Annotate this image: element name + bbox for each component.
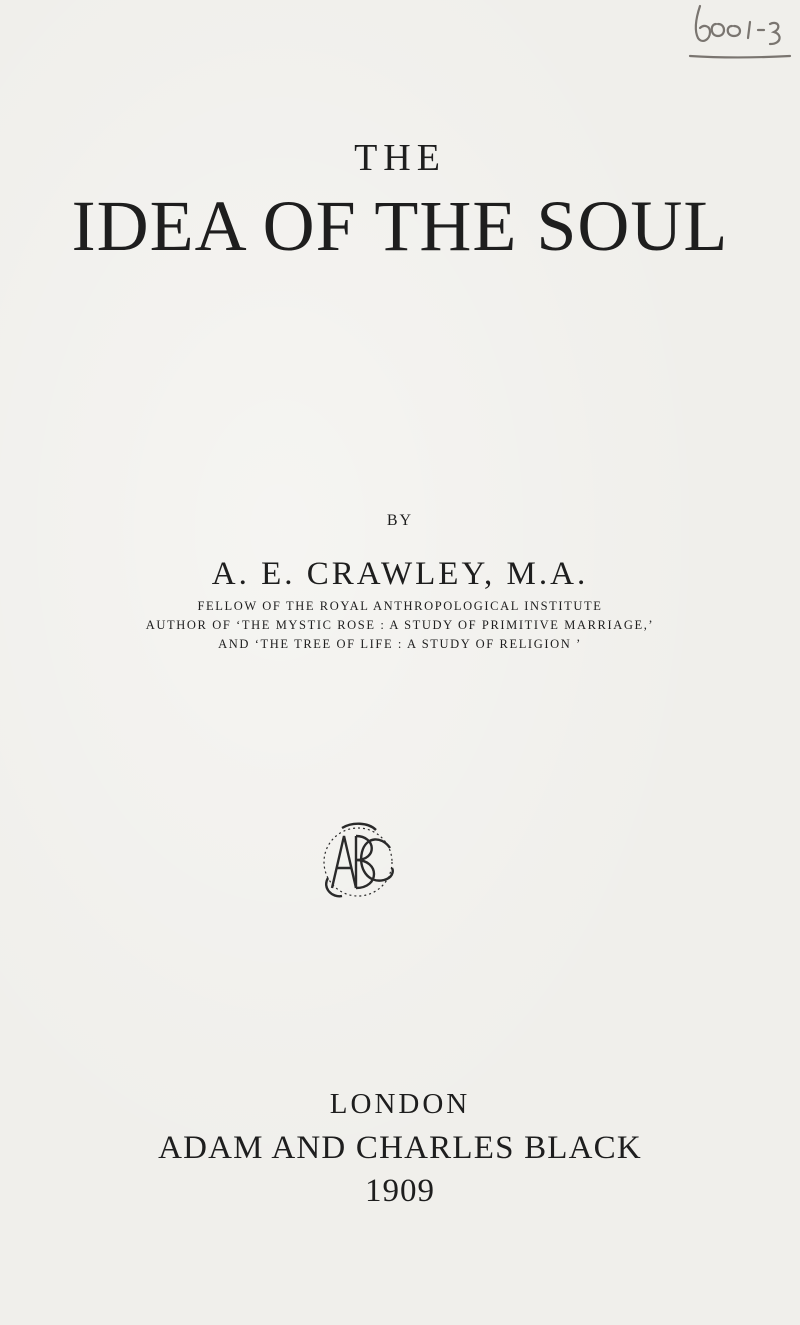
publication-year: 1909	[365, 1173, 435, 1209]
title-prefix: THE	[354, 137, 446, 179]
handwritten-shelfmark	[682, 0, 792, 70]
publication-place: LONDON	[329, 1088, 471, 1120]
by-label: BY	[386, 512, 414, 529]
author-credential-tree-of-life: AND ‘THE TREE OF LIFE : A STUDY OF RELIGION ’	[218, 637, 582, 651]
publisher-name: ADAM AND CHARLES BLACK	[158, 1130, 642, 1166]
author-credential-mystic-rose: AUTHOR OF ‘THE MYSTIC ROSE : A STUDY OF PRIMITIVE MARRIAGE,’	[145, 618, 655, 632]
author-credential-fellow: FELLOW OF THE ROYAL ANTHROPOLOGICAL INSTITUTE	[197, 599, 603, 613]
publisher-monogram-icon	[312, 818, 404, 910]
book-title: IDEA OF THE SOUL	[71, 186, 729, 266]
author-name: A. E. CRAWLEY, M.A.	[211, 556, 589, 592]
